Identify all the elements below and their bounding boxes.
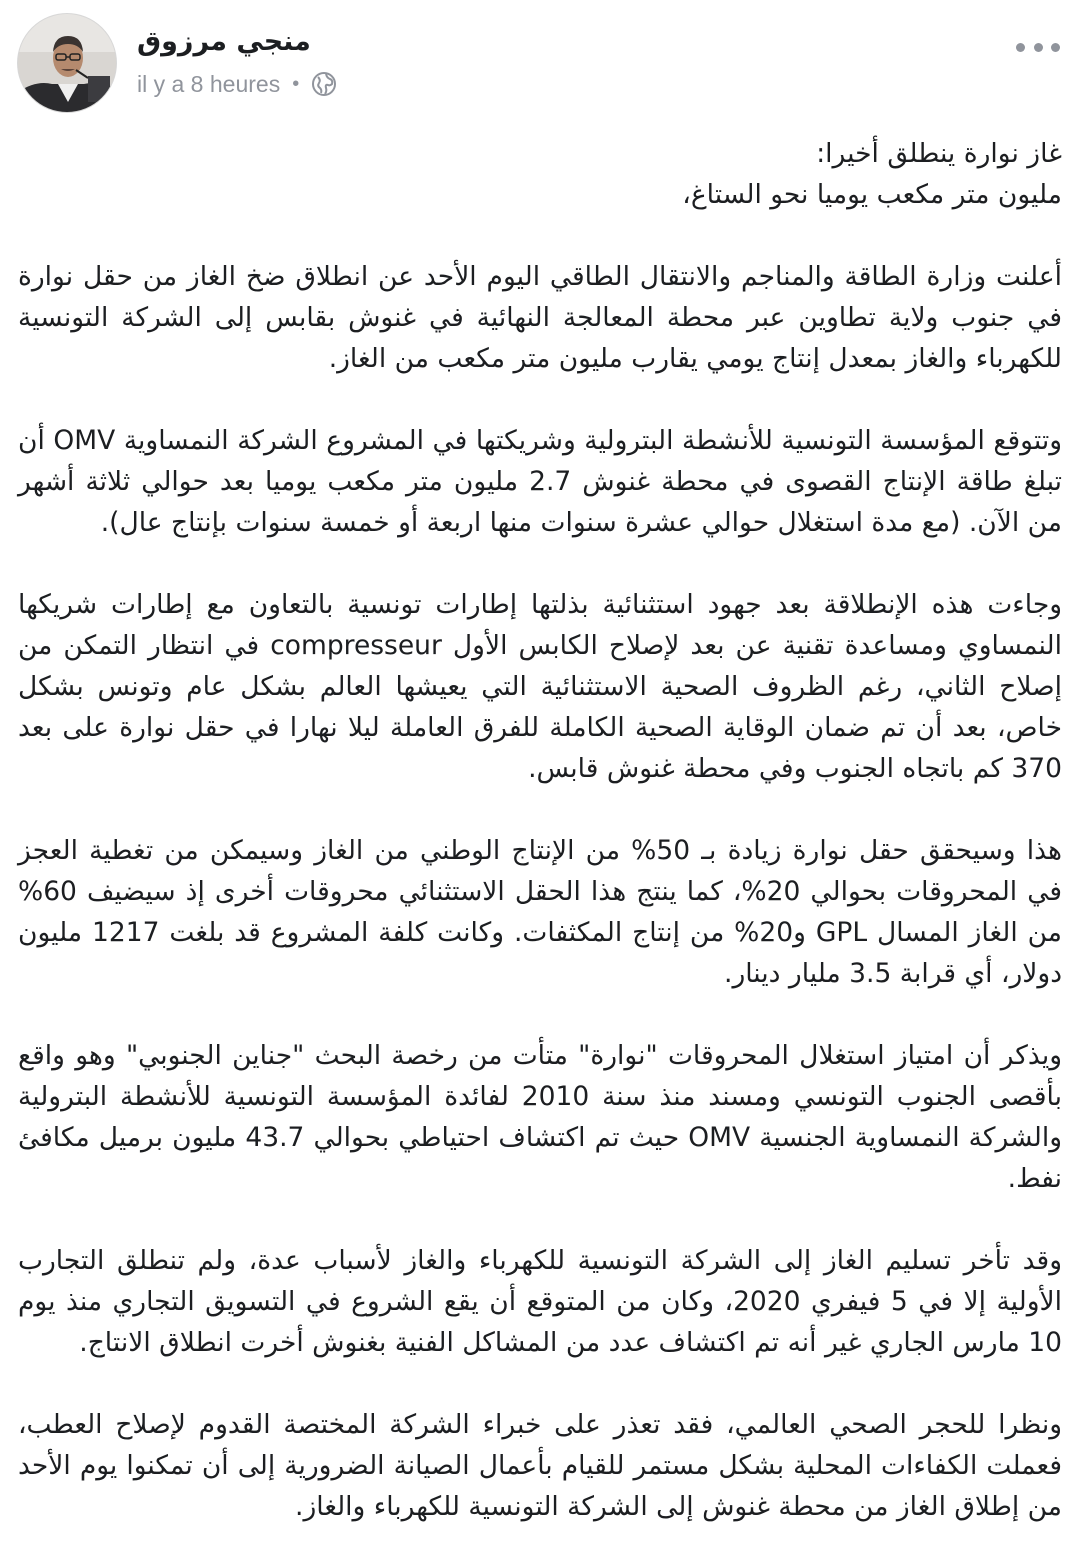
post-header (0, 0, 1080, 130)
headline-line-2: مليون متر مكعب يوميا نحو الستاغ، (682, 179, 1062, 210)
post-paragraph: وتتوقع المؤسسة التونسية للأنشطة البترولية وشريكتها في المشروع الشركة النمساوية OMV أن تبلغ طاقة الإنتاج القصوى في محطة غنوش 2.7 مليون متر مكعب يوميا بعد حوالي ثلاثة أشهر من الآن. (مع مدة استغلال حوالي عشرة سنوات منها اربعة أو خمسة سنوات بإنتاج عال). (18, 425, 1062, 538)
post-paragraph: ونظرا للحجر الصحي العالمي، فقد تعذر على خبراء الشركة المختصة القدوم لإصلاح العطب، فعملت الكفاءات المحلية بشكل مستمر للقيام بأعمال الصيانة الضرورية إلى أن تمكنوا يوم الأحد من إطلاق الغاز من محطة غنوش إلى الشركة التونسية للكهرباء والغاز. (18, 1409, 1062, 1522)
post-paragraph: وجاءت هذه الإنطلاقة بعد جهود استثنائية بذلتها إطارات تونسية بالتعاون مع إطارات شريكها النمساوي ومساعدة تقنية عن بعد لإصلاح الكابس الأول compresseur في انتظار التمكن من إصلاح الثاني، رغم الظروف الصحية الاستثنائية التي يعيشها العالم بشكل عام وتونس بشكل خاص، بعد أن تم ضمان الوقاية الصحية الكاملة للفرق العاملة ليلا نهارا في حقل نوارة على بعد 370 كم باتجاه الجنوب وفي محطة غنوش قابس. (18, 589, 1062, 784)
post-timestamp[interactable]: il y a 8 heures (137, 70, 281, 97)
more-options-button[interactable] (1016, 32, 1060, 62)
author-name[interactable]: منجي مرزوق (137, 26, 311, 57)
post-paragraph: أعلنت وزارة الطاقة والمناجم والانتقال الطاقي اليوم الأحد عن انطلاق ضخ الغاز من حقل نوارة في جنوب ولاية تطاوين عبر محطة المعالجة النهائية في غنوش بقابس إلى الشركة التونسية للكهرباء والغاز بمعدل إنتاج يومي يقارب مليون متر مكعب من الغاز. (18, 261, 1062, 374)
post-paragraph: وقد تأخر تسليم الغاز إلى الشركة التونسية للكهرباء والغاز لأسباب عدة، ولم تنطلق التجارب الأولية إلا في 5 فيفري 2020، وكان من المتوقع أن يقع الشروع في التسويق التجاري منذ يوم 10 مارس الجاري غير أنه تم اكتشاف عدد من المشاكل الفنية بغنوش أخرت انطلاق الانتاج. (18, 1245, 1062, 1358)
more-options-icon-dot (1016, 43, 1025, 52)
avatar[interactable] (17, 13, 117, 113)
post-meta (137, 68, 337, 100)
more-options-icon-dot (1051, 43, 1060, 52)
globe-icon[interactable] (311, 71, 337, 97)
post-body (18, 133, 1062, 1527)
more-options-icon-dot (1034, 43, 1043, 52)
headline-line-1: غاز نوارة ينطلق أخيرا: (816, 138, 1062, 169)
post-headline (18, 133, 1062, 215)
avatar-photo (18, 14, 117, 113)
post-paragraph: ويذكر أن امتياز استغلال المحروقات "نوارة" متأت من رخصة البحث "جناين الجنوبي" وهو واقع بأقصى الجنوب التونسي ومسند منذ سنة 2010 لفائدة المؤسسة التونسية للأنشطة البترولية والشركة النمساوية الجنسية OMV حيث تم اكتشاف احتياطي بحوالي 43.7 مليون برميل مكافئ نفط. (18, 1040, 1062, 1194)
post-paragraph: هذا وسيحقق حقل نوارة زيادة بـ 50% من الإنتاج الوطني من الغاز وسيمكن من تغطية العجز في المحروقات بحوالي 20%، كما ينتج هذا الحقل الاستثنائي محروقات أخرى إذ سيضيف 60% من الغاز المسال GPL و20% من إنتاج المكثفات. وكانت كلفة المشروع قد بلغت 1217 مليون دولار، أي قرابة 3.5 مليار دينار. (18, 835, 1062, 989)
meta-separator: • (292, 72, 300, 95)
